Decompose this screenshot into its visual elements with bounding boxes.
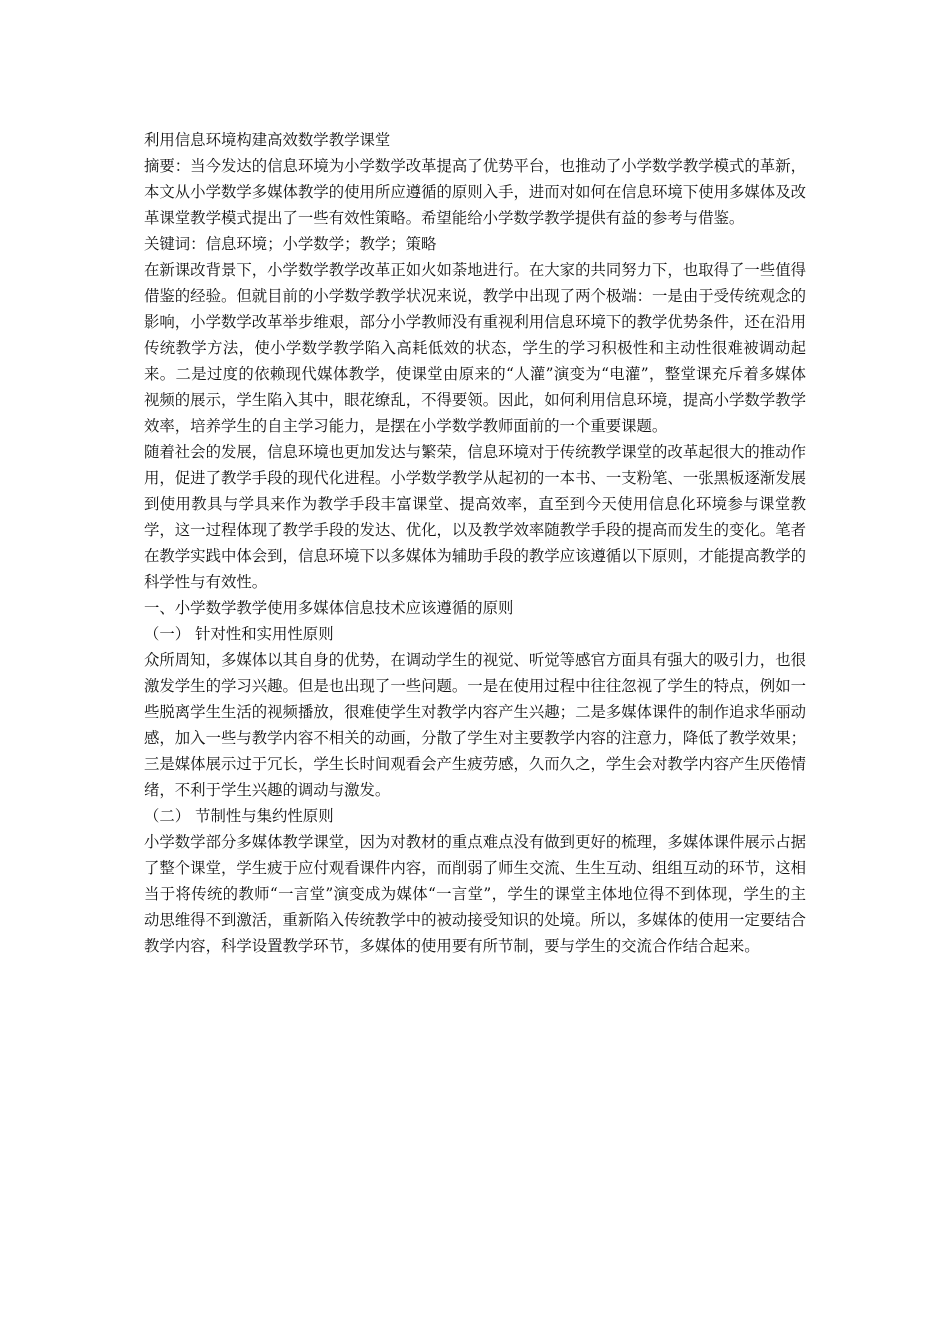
document-body: [144, 127, 806, 959]
subsection-1-body: 众所周知，多媒体以其自身的优势，在调动学生的视觉、听觉等感官方面具有强大的吸引力，也很激发学生的学习兴趣。但是也出现了一些问题。一是在使用过程中往往忽视了学生的特点，例如一些脱离学生生活的视频播放，很难使学生对教学内容产生兴趣；二是多媒体课件的制作追求华丽动感，加入一些与教学内容不相关的动画，分散了学生对主要教学内容的注意力，降低了教学效果；三是媒体展示过于冗长，学生长时间观看会产生疲劳感，久而久之，学生会对教学内容产生厌倦情绪，不利于学生兴趣的调动与激发。: [144, 651, 806, 799]
intro-paragraph-1: 在新课改背景下，小学数学教学改革正如火如荼地进行。在大家的共同努力下，也取得了一些值得借鉴的经验。但就目前的小学数学教学状况来说，教学中出现了两个极端：一是由于受传统观念的影响，小学数学改革举步维艰，部分小学教师没有重视利用信息环境下的教学优势条件，还在沿用传统教学方法，使小学数学教学陷入高耗低效的状态，学生的学习积极性和主动性很难被调动起来。二是过度的依赖现代媒体教学，使课堂由原来的“人灌”演变为“电灌”，整堂课充斥着多媒体视频的展示，学生陷入其中，眼花缭乱，不得要领。因此，如何利用信息环境，提高小学数学教学效率，培养学生的自主学习能力，是摆在小学数学教师面前的一个重要课题。: [144, 261, 806, 435]
subsection-2-body: 小学数学部分多媒体教学课堂，因为对教材的重点难点没有做到更好的梳理，多媒体课件展示占据了整个课堂，学生疲于应付观看课件内容，而削弱了师生交流、生生互动、组组互动的环节，这相当于将传统的教师“一言堂”演变成为媒体“一言堂”，学生的课堂主体地位得不到体现，学生的主动思维得不到激活，重新陷入传统教学中的被动接受知识的处境。所以，多媒体的使用一定要结合教学内容，科学设置教学环节，多媒体的使用要有所节制，要与学生的交流合作结合起来。: [144, 833, 806, 955]
section-1-heading: 一、小学数学教学使用多媒体信息技术应该遵循的原则: [144, 599, 514, 617]
subsection-2-heading: （二） 节制性与集约性原则: [144, 807, 334, 825]
subsection-1-heading: （一） 针对性和实用性原则: [144, 625, 334, 643]
abstract-paragraph: 摘要：当今发达的信息环境为小学数学改革提高了优势平台，也推动了小学数学教学模式的革新，本文从小学数学多媒体教学的使用所应遵循的原则入手，进而对如何在信息环境下使用多媒体及改革课堂教学模式提出了一些有效性策略。希望能给小学数学教学提供有益的参考与借鉴。: [144, 157, 806, 227]
document-title: 利用信息环境构建高效数学教学课堂: [144, 131, 391, 149]
intro-paragraph-2: 随着社会的发展，信息环境也更加发达与繁荣，信息环境对于传统教学课堂的改革起很大的推动作用，促进了教学手段的现代化进程。小学数学教学从起初的一本书、一支粉笔、一张黑板逐渐发展到使用教具与学具来作为教学手段丰富课堂、提高效率，直至到今天使用信息化环境参与课堂教学，这一过程体现了教学手段的发达、优化，以及教学效率随教学手段的提高而发生的变化。笔者在教学实践中体会到，信息环境下以多媒体为辅助手段的教学应该遵循以下原则，才能提高教学的科学性与有效性。: [144, 443, 806, 591]
keywords-line: 关键词：信息环境；小学数学；教学；策略: [144, 235, 437, 253]
